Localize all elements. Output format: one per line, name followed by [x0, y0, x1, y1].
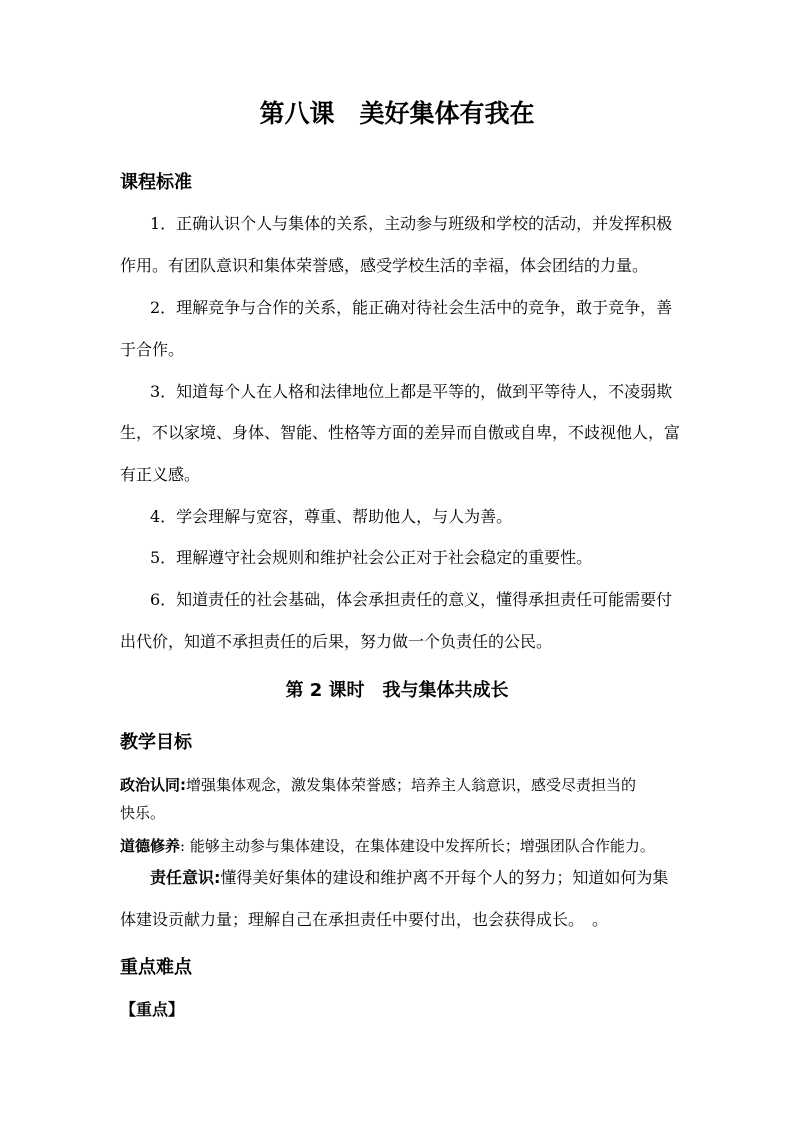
standard-3-line-3: 有正义感。 — [120, 465, 201, 484]
key-point-label: 【重点】 — [120, 1000, 185, 1019]
goal-political-line-2: 快乐。 — [120, 804, 166, 822]
standard-3-line-2: 生，不以家境、身体、智能、性格等方面的差异而自傲或自卑，不歧视他人，富 — [120, 423, 681, 442]
standard-6-line-2: 出代价，知道不承担责任的后果，努力做一个负责任的公民。 — [120, 632, 553, 651]
standard-3-line-1: 3．知道每个人在人格和法律地位上都是平等的，做到平等待人，不凌弱欺 — [150, 382, 673, 401]
section-heading-key-difficult-points: 重点难点 — [120, 957, 192, 978]
lesson-title: 第 2 课时 我与集体共成长 — [285, 680, 509, 701]
standard-5-line-1: 5．理解遵守社会规则和维护社会公正对于社会稳定的重要性。 — [150, 548, 593, 567]
standard-6-line-1: 6．知道责任的社会基础，体会承担责任的意义，懂得承担责任可能需要付 — [150, 590, 673, 609]
standard-4-line-1: 4．学会理解与宽容，尊重、帮助他人，与人为善。 — [150, 507, 513, 526]
section-heading-teaching-goals: 教学目标 — [120, 732, 192, 753]
goal-moral-line-1 — [120, 836, 655, 856]
goal-political-text: 增强集体观念，激发集体荣誉感；培养主人翁意识，感受尽责担当的 — [186, 776, 637, 794]
page-title: 第八课 美好集体有我在 — [259, 99, 535, 128]
goal-moral-text: : 能够主动参与集体建设，在集体建设中发挥所长；增强团队合作能力。 — [180, 837, 655, 855]
standard-1-line-2: 作用。有团队意识和集体荣誉感，感受学校生活的幸福，体会团结的力量。 — [120, 256, 649, 275]
standard-2-line-2: 于合作。 — [120, 340, 185, 359]
goal-responsibility-text: 懂得美好集体的建设和维护离不开每个人的努力；知道如何为集 — [220, 868, 669, 887]
goal-responsibility-line-1 — [150, 868, 668, 888]
goal-responsibility-label: 责任意识: — [150, 868, 221, 887]
goal-political-line-1 — [120, 775, 636, 795]
goal-moral-label: 道德修养 — [120, 837, 181, 855]
goal-political-label: 政治认同: — [120, 776, 186, 794]
standard-2-line-1: 2．理解竞争与合作的关系，能正确对待社会生活中的竞争，敢于竞争，善 — [150, 298, 673, 317]
goal-responsibility-line-2: 体建设贡献力量；理解自己在承担责任中要付出，也会获得成长。 。 — [120, 910, 609, 929]
standard-1-line-1: 1．正确认识个人与集体的关系，主动参与班级和学校的活动，并发挥积极 — [150, 214, 673, 233]
section-heading-course-standards: 课程标准 — [120, 172, 192, 193]
